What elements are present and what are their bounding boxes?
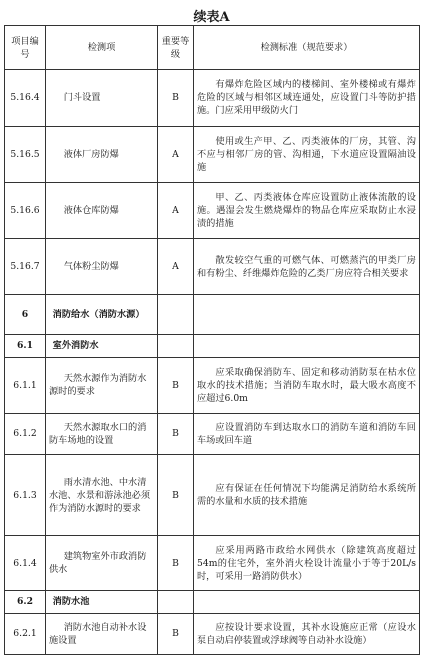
row-level: A	[158, 183, 194, 239]
row-standard: 散发较空气重的可燃气体、可燃蒸汽的甲类厂房和有粉尘、纤维爆炸危险的乙类厂房应符合相关要求	[194, 239, 420, 295]
row-standard	[194, 590, 420, 613]
row-level: A	[158, 239, 194, 295]
row-level	[158, 590, 194, 613]
row-level: B	[158, 454, 194, 536]
row-item: 液体厂房防爆	[46, 126, 158, 183]
row-item: 消防水池自动补水设施设置	[46, 613, 158, 654]
table-row	[5, 183, 420, 239]
row-item: 液体仓库防爆	[46, 183, 158, 239]
row-item: 建筑物室外市政消防供水	[46, 536, 158, 591]
row-item: 天然水源作为消防水源时的要求	[46, 357, 158, 413]
table-row	[5, 413, 420, 454]
row-item: 天然水源取水口的消防车场地的设置	[46, 413, 158, 454]
table-row	[5, 126, 420, 183]
section-row	[5, 590, 420, 613]
row-level: B	[158, 536, 194, 591]
row-level: B	[158, 413, 194, 454]
row-standard: 应采取确保消防车、固定和移动消防泵在枯水位取水的技术措施；当消防车取水时，最大吸水高度不应超过6.0m	[194, 357, 420, 413]
row-standard: 应采用两路市政给水网供水（除建筑高度超过54m的住宅外，室外消火栓设计流量小于等于20L/s时，可采用一路消防供水）	[194, 536, 420, 591]
table-title: 续表A	[193, 10, 230, 25]
table-row	[5, 454, 420, 536]
row-item: 雨水清水池、中水清水池、水景和游泳池必须作为消防水源时的要求	[46, 454, 158, 536]
section-code: 6.2	[5, 590, 46, 613]
section-row	[5, 335, 420, 358]
row-code: 6.1.4	[5, 536, 46, 591]
table-row	[5, 239, 420, 295]
row-code: 5.16.5	[5, 126, 46, 183]
row-level: B	[158, 357, 194, 413]
row-code: 6.2.1	[5, 613, 46, 654]
row-standard: 甲、乙、丙类液体仓库应设置防止液体流散的设施。遇湿会发生燃烧爆炸的物品仓库应采取防止水浸渍的措施	[194, 183, 420, 239]
row-code: 5.16.4	[5, 70, 46, 127]
row-level: B	[158, 613, 194, 654]
row-standard: 应设置消防车到达取水口的消防车道和消防车回车场或回车道	[194, 413, 420, 454]
section-title: 室外消防水	[46, 335, 158, 358]
row-standard	[194, 294, 420, 334]
table-row	[5, 613, 420, 654]
row-level: A	[158, 126, 194, 183]
row-code: 5.16.6	[5, 183, 46, 239]
section-title: 消防水池	[46, 590, 158, 613]
row-code: 5.16.7	[5, 239, 46, 295]
section-row	[5, 294, 420, 334]
row-code: 6.1.3	[5, 454, 46, 536]
row-level	[158, 335, 194, 358]
table-row	[5, 357, 420, 413]
row-code: 6.1.2	[5, 413, 46, 454]
table-row	[5, 536, 420, 591]
header-code: 项目编号	[5, 26, 46, 70]
row-item: 气体粉尘防爆	[46, 239, 158, 295]
row-standard: 使用或生产甲、乙、丙类液体的厂房，其管、沟不应与相邻厂房的管、沟相通，下水道应设置隔油设施	[194, 126, 420, 183]
row-level: B	[158, 70, 194, 127]
section-code: 6.1	[5, 335, 46, 358]
section-code: 6	[5, 294, 46, 334]
row-code: 6.1.1	[5, 357, 46, 413]
table-row	[5, 70, 420, 127]
row-level	[158, 294, 194, 334]
row-standard: 应按设计要求设置，其补水设施应正常（应设水泵自动启停装置或浮球阀等自动补水设施）	[194, 613, 420, 654]
inspection-table	[4, 25, 420, 655]
header-level: 重要等级	[158, 26, 194, 70]
row-standard: 有爆炸危险区域内的楼梯间、室外楼梯或有爆炸危险的区域与相邻区域连通处，应设置门斗等防护措施。门应采用甲级防火门	[194, 70, 420, 127]
section-title: 消防给水（消防水源）	[46, 294, 158, 334]
row-standard	[194, 335, 420, 358]
header-item: 检测项	[46, 26, 158, 70]
row-item: 门斗设置	[46, 70, 158, 127]
row-standard: 应有保证在任何情况下均能满足消防给水系统所需的水量和水质的技术措施	[194, 454, 420, 536]
header-standard: 检测标准（规范要求）	[194, 26, 420, 70]
table-header-row	[5, 26, 420, 70]
